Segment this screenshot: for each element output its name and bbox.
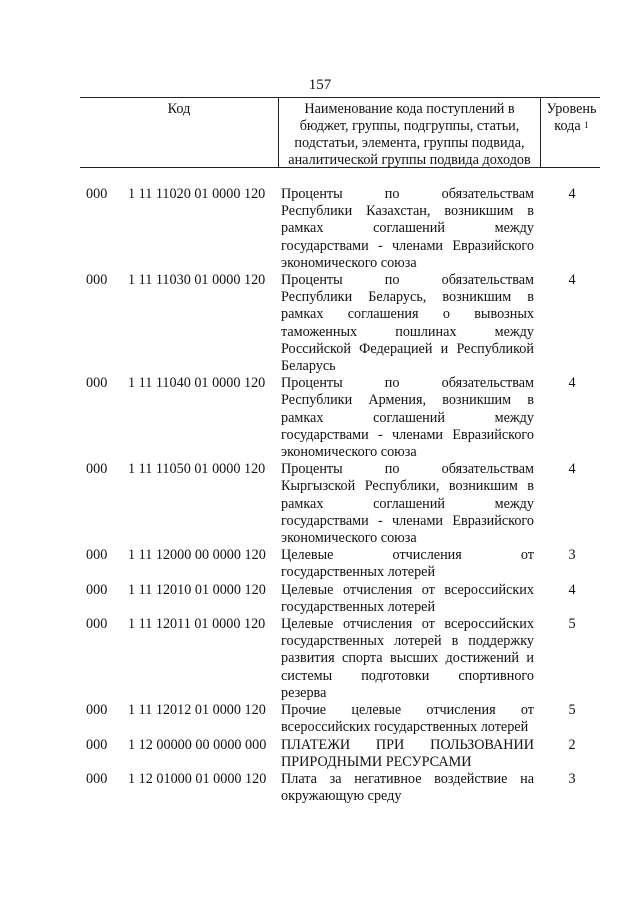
code-level: 5 (568, 616, 576, 633)
budget-code: 1 11 11050 01 0000 120 (128, 461, 266, 478)
header-level-line: Уровень (546, 101, 597, 117)
income-name (281, 582, 534, 616)
footnote-marker: 1 (584, 120, 589, 130)
admin-code: 000 (86, 186, 108, 202)
code-level: 4 (568, 461, 576, 478)
income-name-line: Целевые отчисления от всероссийских (281, 616, 534, 633)
income-name-line: рамках соглашения о вывозных (281, 306, 534, 323)
income-name (281, 272, 534, 375)
income-name-line: ПЛАТЕЖИ ПРИ ПОЛЬЗОВАНИИ (281, 736, 534, 753)
income-name-line: Республики Казахстан, возникшим в (281, 203, 534, 220)
income-name-line: Целевые отчисления от (281, 547, 534, 564)
income-name-line: Плата за негативное воздействие на (281, 770, 534, 787)
header-level-line2 (543, 118, 600, 135)
income-name-line: системы подготовки спортивного (281, 667, 534, 684)
income-name-line: рамках соглашений между (281, 220, 534, 237)
income-name-line: Проценты по обязательствам (281, 186, 534, 202)
income-name-line: Проценты по обязательствам (281, 272, 534, 289)
income-name-line: развития спорта высших достижений и (281, 650, 534, 667)
income-name-line: резерва (281, 684, 327, 701)
income-name-line: государственных лотерей в поддержку (281, 633, 534, 650)
header-level-label (541, 98, 600, 135)
header-name-label (279, 98, 540, 169)
code-level: 4 (568, 186, 576, 202)
admin-code: 000 (86, 375, 108, 392)
table-row (0, 461, 640, 547)
income-name-line: Кыргызской Республики, возникшим в (281, 478, 534, 495)
income-name-line: ПРИРОДНЫМИ РЕСУРСАМИ (281, 753, 472, 770)
budget-code: 1 11 12010 01 0000 120 (128, 581, 266, 598)
header-name-cell (279, 98, 541, 167)
income-name (281, 616, 534, 702)
income-name-line: Прочие целевые отчисления от (281, 702, 534, 719)
admin-code: 000 (86, 461, 108, 478)
code-level: 2 (568, 736, 576, 753)
header-name-line: подстатьи, элемента, группы подвида, (294, 135, 525, 151)
admin-code: 000 (86, 736, 108, 753)
header-name-line: Наименование кода поступлений в (304, 101, 515, 117)
income-name-line: экономического союза (281, 254, 417, 271)
income-name-line: экономического союза (281, 530, 417, 547)
income-name-line: Российской Федерацией и Республикой (281, 340, 534, 357)
code-level: 4 (568, 581, 576, 598)
table-row (0, 737, 640, 771)
income-name-line: государственных лотерей (281, 564, 436, 581)
income-name-line: всероссийских государственных лотерей (281, 719, 529, 736)
table-row (0, 616, 640, 702)
admin-code: 000 (86, 547, 108, 564)
income-name-line: рамках соглашений между (281, 409, 534, 426)
budget-code: 1 11 12000 00 0000 120 (128, 547, 266, 564)
code-level: 3 (568, 547, 576, 564)
income-name (281, 375, 534, 461)
header-code-cell (80, 98, 279, 167)
budget-code: 1 11 12012 01 0000 120 (128, 702, 266, 719)
income-name (281, 771, 534, 805)
income-name-line: Проценты по обязательствам (281, 375, 534, 392)
income-name-line: Республики Беларусь, возникшим в (281, 289, 534, 306)
income-name-line: государствами - членами Евразийского (281, 426, 534, 443)
page-number: 157 (308, 77, 332, 93)
income-name-line: таможенных пошлинах между (281, 323, 534, 340)
budget-code: 1 12 01000 01 0000 120 (128, 770, 267, 787)
income-name (281, 547, 534, 581)
income-name-line: государствами - членами Евразийского (281, 512, 534, 529)
code-level: 4 (568, 272, 576, 289)
code-level: 3 (568, 770, 576, 787)
income-name-line: Проценты по обязательствам (281, 461, 534, 478)
admin-code: 000 (86, 702, 108, 719)
income-name-line: окружающую среду (281, 788, 402, 805)
income-name (281, 737, 534, 771)
admin-code: 000 (86, 616, 108, 633)
header-name-line: аналитической группы подвида доходов (288, 152, 531, 168)
table-row (0, 272, 640, 375)
header-code-label: Код (167, 101, 191, 117)
header-name-line: бюджет, группы, подгруппы, статьи, (299, 118, 520, 134)
income-name-line: экономического союза (281, 444, 417, 461)
budget-code: 1 11 12011 01 0000 120 (128, 616, 266, 633)
income-name-line: Республики Армения, возникшим в (281, 392, 534, 409)
income-name (281, 186, 534, 272)
income-name-line: государственных лотерей (281, 598, 436, 615)
table-row (0, 702, 640, 736)
budget-code: 1 11 11040 01 0000 120 (128, 375, 266, 392)
admin-code: 000 (86, 770, 108, 787)
table-row (0, 771, 640, 805)
admin-code: 000 (86, 581, 108, 598)
table-row (0, 375, 640, 461)
table-body (0, 186, 640, 805)
income-name (281, 702, 534, 736)
header-level-word: кода (554, 118, 581, 134)
code-level: 4 (568, 375, 576, 392)
budget-code: 1 12 00000 00 0000 000 (128, 736, 267, 753)
income-name-line: рамках соглашений между (281, 495, 534, 512)
income-name-line: государствами - членами Евразийского (281, 237, 534, 254)
budget-code: 1 11 11020 01 0000 120 (128, 186, 266, 202)
table-row (0, 547, 640, 581)
income-name-line: Беларусь (281, 358, 336, 375)
admin-code: 000 (86, 272, 108, 289)
table-row (0, 582, 640, 616)
table-header (80, 97, 600, 168)
budget-code: 1 11 11030 01 0000 120 (128, 272, 266, 289)
income-name (281, 461, 534, 547)
code-level: 5 (568, 702, 576, 719)
income-name-line: Целевые отчисления от всероссийских (281, 581, 534, 598)
header-level-cell (541, 98, 600, 167)
table-row (0, 186, 640, 272)
